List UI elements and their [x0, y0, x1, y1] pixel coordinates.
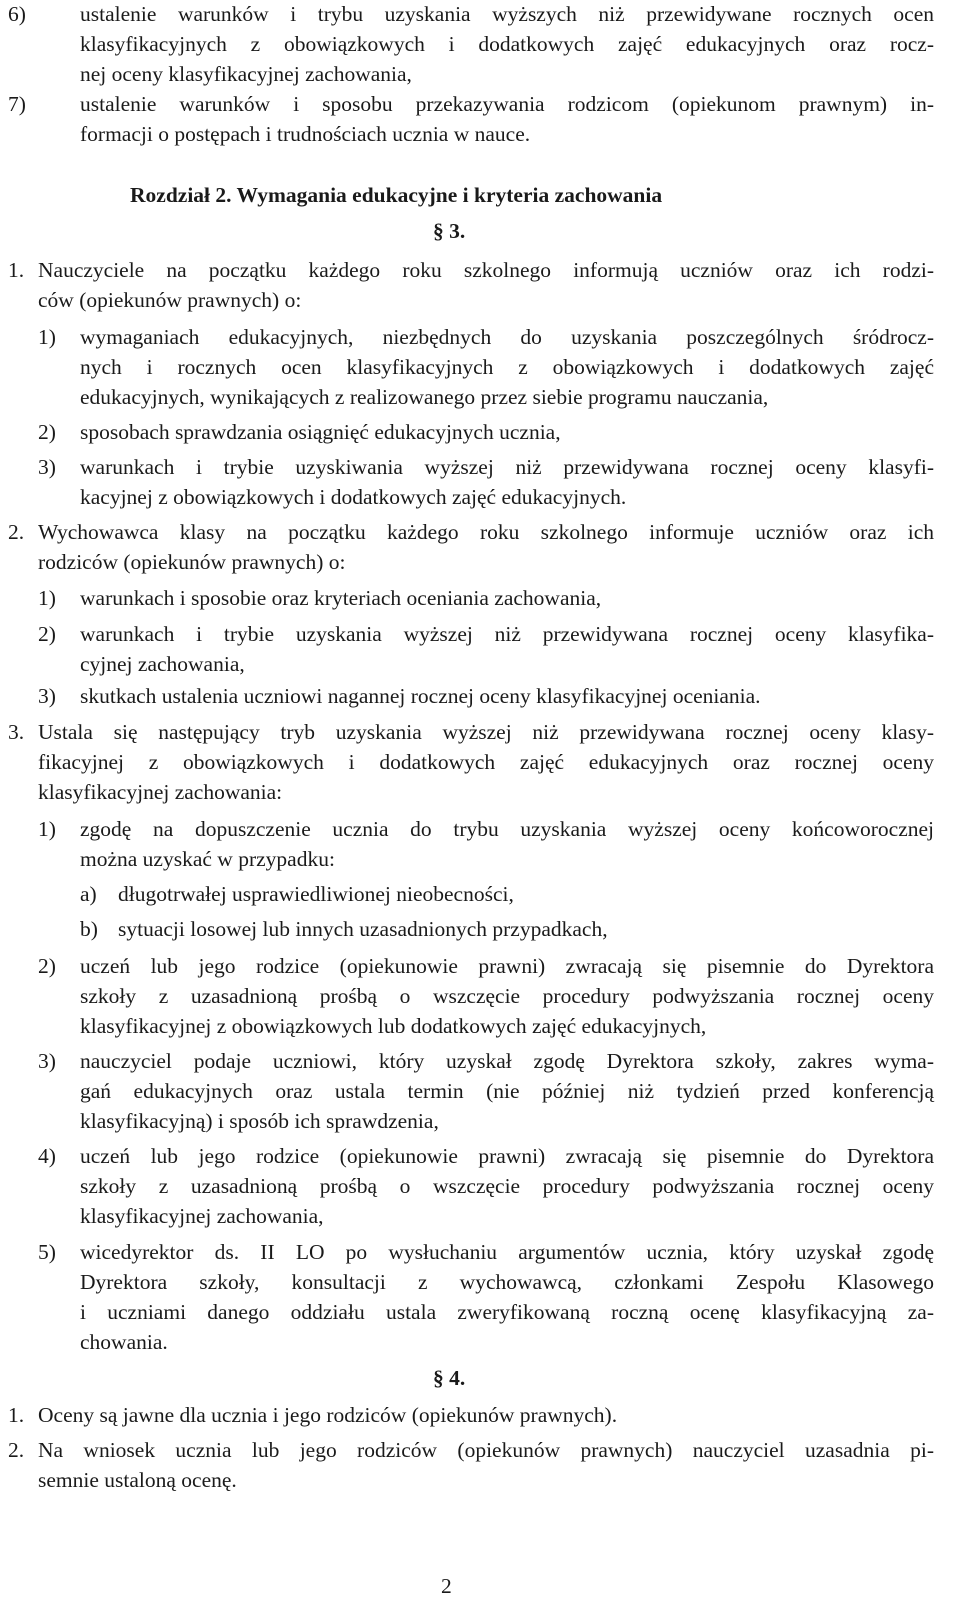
- list-number: 2): [38, 622, 56, 646]
- list-number: 7): [8, 92, 26, 116]
- s3-p1-line-1: Nauczyciele na początku każdego roku szkolnego informują uczniów oraz ich rodzi-: [38, 258, 934, 282]
- s3-p3-item1-sub-b: sytuacji losowej lub innych uzasadnionych przypadkach,: [118, 917, 608, 941]
- s3-p2-line-1: Wychowawca klasy na początku każdego roku szkolnego informuje uczniów oraz ich: [38, 520, 934, 544]
- s3-p1-item1-line-1: wymaganiach edukacyjnych, niezbędnych do uzyskania poszczególnych śródrocz-: [80, 325, 934, 349]
- s3-p2-line-2: rodziców (opiekunów prawnych) o:: [38, 550, 346, 574]
- paragraph-number: 3.: [8, 720, 25, 744]
- list-number: 1): [38, 325, 56, 349]
- list-number: 3): [38, 455, 56, 479]
- s3-p3-item4-line-2: szkoły z uzasadnioną prośbą o wszczęcie procedury podwyższania rocznej oceny: [80, 1174, 934, 1198]
- s4-p2-line-1: Na wniosek ucznia lub jego rodziców (opiekunów prawnych) nauczyciel uzasadnia pi-: [38, 1438, 934, 1462]
- item-7-line-1: ustalenie warunków i sposobu przekazywania rodzicom (opiekunom prawnym) in-: [80, 92, 934, 116]
- s3-p3-item1-sub-a: długotrwałej usprawiedliwionej nieobecności,: [118, 882, 514, 906]
- paragraph-number: 1.: [8, 258, 25, 282]
- s3-p1-line-2: ców (opiekunów prawnych) o:: [38, 288, 302, 312]
- s3-p3-item3-line-1: nauczyciel podaje uczniowi, który uzyskał zgodę Dyrektora szkoły, zakres wyma-: [80, 1049, 934, 1073]
- list-number: 3): [38, 1049, 56, 1073]
- s3-p3-item3-line-2: gań edukacyjnych oraz ustala termin (nie później niż tydzień przed konferencją: [80, 1079, 934, 1103]
- s3-p3-item5-line-4: chowania.: [80, 1330, 168, 1354]
- section-mark-3: § 3.: [433, 219, 466, 243]
- s3-p3-item2-line-2: szkoły z uzasadnioną prośbą o wszczęcie procedury podwyższania rocznej oceny: [80, 984, 934, 1008]
- list-number: 1): [38, 817, 56, 841]
- s3-p3-item5-line-2: Dyrektora szkoły, konsultacji z wychowawcą, członkami Zespołu Klasowego: [80, 1270, 934, 1294]
- item-7-line-2: formacji o postępach i trudnościach ucznia w nauce.: [80, 122, 531, 146]
- s3-p3-item3-line-3: klasyfikacyjną) i sposób ich sprawdzenia,: [80, 1109, 439, 1133]
- s3-p3-item1-line-2: można uzyskać w przypadku:: [80, 847, 335, 871]
- list-number: 3): [38, 684, 56, 708]
- s3-p2-item3-line-1: skutkach ustalenia uczniowi nagannej rocznej oceny klasyfikacyjnej oceniania.: [80, 684, 761, 708]
- s3-p3-line-1: Ustala się następujący tryb uzyskania wyższej niż przewidywana rocznej oceny klasy-: [38, 720, 934, 744]
- s3-p3-item4-line-1: uczeń lub jego rodzice (opiekunowie prawni) zwracają się pisemnie do Dyrektora: [80, 1144, 934, 1168]
- chapter-heading: Rozdział 2. Wymagania edukacyjne i kryteria zachowania: [130, 183, 663, 207]
- s3-p2-item2-line-1: warunkach i trybie uzyskania wyższej niż przewidywana rocznej oceny klasyfika-: [80, 622, 934, 646]
- s3-p3-item2-line-3: klasyfikacyjnej z obowiązkowych lub dodatkowych zajęć edukacyjnych,: [80, 1014, 707, 1038]
- s4-p1-line-1: Oceny są jawne dla ucznia i jego rodziców (opiekunów prawnych).: [38, 1403, 618, 1427]
- list-number: 5): [38, 1240, 56, 1264]
- s3-p3-item1-line-1: zgodę na dopuszczenie ucznia do trybu uzyskania wyższej oceny końcoworocznej: [80, 817, 934, 841]
- s3-p2-item2-line-2: cyjnej zachowania,: [80, 652, 245, 676]
- list-number: 6): [8, 2, 26, 26]
- s3-p3-item5-line-1: wicedyrektor ds. II LO po wysłuchaniu argumentów ucznia, który uzyskał zgodę: [80, 1240, 934, 1264]
- s3-p1-item1-line-3: edukacyjnych, wynikających z realizowanego przez siebie programu nauczania,: [80, 385, 769, 409]
- item-6-line-3: nej oceny klasyfikacyjnej zachowania,: [80, 62, 412, 86]
- list-number: 2): [38, 420, 56, 444]
- s3-p3-line-3: klasyfikacyjnej zachowania:: [38, 780, 283, 804]
- s3-p3-item5-line-3: i uczniami danego oddziału ustala zweryfikowaną roczną ocenę klasyfikacyjną za-: [80, 1300, 934, 1324]
- s3-p1-item2-line-1: sposobach sprawdzania osiągnięć edukacyjnych ucznia,: [80, 420, 561, 444]
- list-number: 4): [38, 1144, 56, 1168]
- paragraph-number: 2.: [8, 520, 25, 544]
- s3-p3-line-2: fikacyjnej z obowiązkowych i dodatkowych zajęć edukacyjnych oraz rocznej oceny: [38, 750, 934, 774]
- list-number: 1): [38, 586, 56, 610]
- s3-p1-item1-line-2: nych i rocznych ocen klasyfikacyjnych z obowiązkowych i dodatkowych zajęć: [80, 355, 934, 379]
- s3-p1-item3-line-2: kacyjnej z obowiązkowych i dodatkowych zajęć edukacyjnych.: [80, 485, 627, 509]
- s3-p1-item3-line-1: warunkach i trybie uzyskiwania wyższej niż przewidywana rocznej oceny klasyfi-: [80, 455, 934, 479]
- list-letter: a): [80, 882, 97, 906]
- item-6-line-1: ustalenie warunków i trybu uzyskania wyższych niż przewidywane rocznych ocen: [80, 2, 934, 26]
- page-number: 2: [441, 1574, 452, 1598]
- list-number: 2): [38, 954, 56, 978]
- paragraph-number: 1.: [8, 1403, 25, 1427]
- list-letter: b): [80, 917, 98, 941]
- section-mark-4: § 4.: [433, 1366, 466, 1390]
- s3-p3-item4-line-3: klasyfikacyjnej zachowania,: [80, 1204, 324, 1228]
- paragraph-number: 2.: [8, 1438, 25, 1462]
- item-6-line-2: klasyfikacyjnych z obowiązkowych i dodatkowych zajęć edukacyjnych oraz rocz-: [80, 32, 934, 56]
- s3-p2-item1-line-1: warunkach i sposobie oraz kryteriach oceniania zachowania,: [80, 586, 602, 610]
- s3-p3-item2-line-1: uczeń lub jego rodzice (opiekunowie prawni) zwracają się pisemnie do Dyrektora: [80, 954, 934, 978]
- s4-p2-line-2: semnie ustaloną ocenę.: [38, 1468, 237, 1492]
